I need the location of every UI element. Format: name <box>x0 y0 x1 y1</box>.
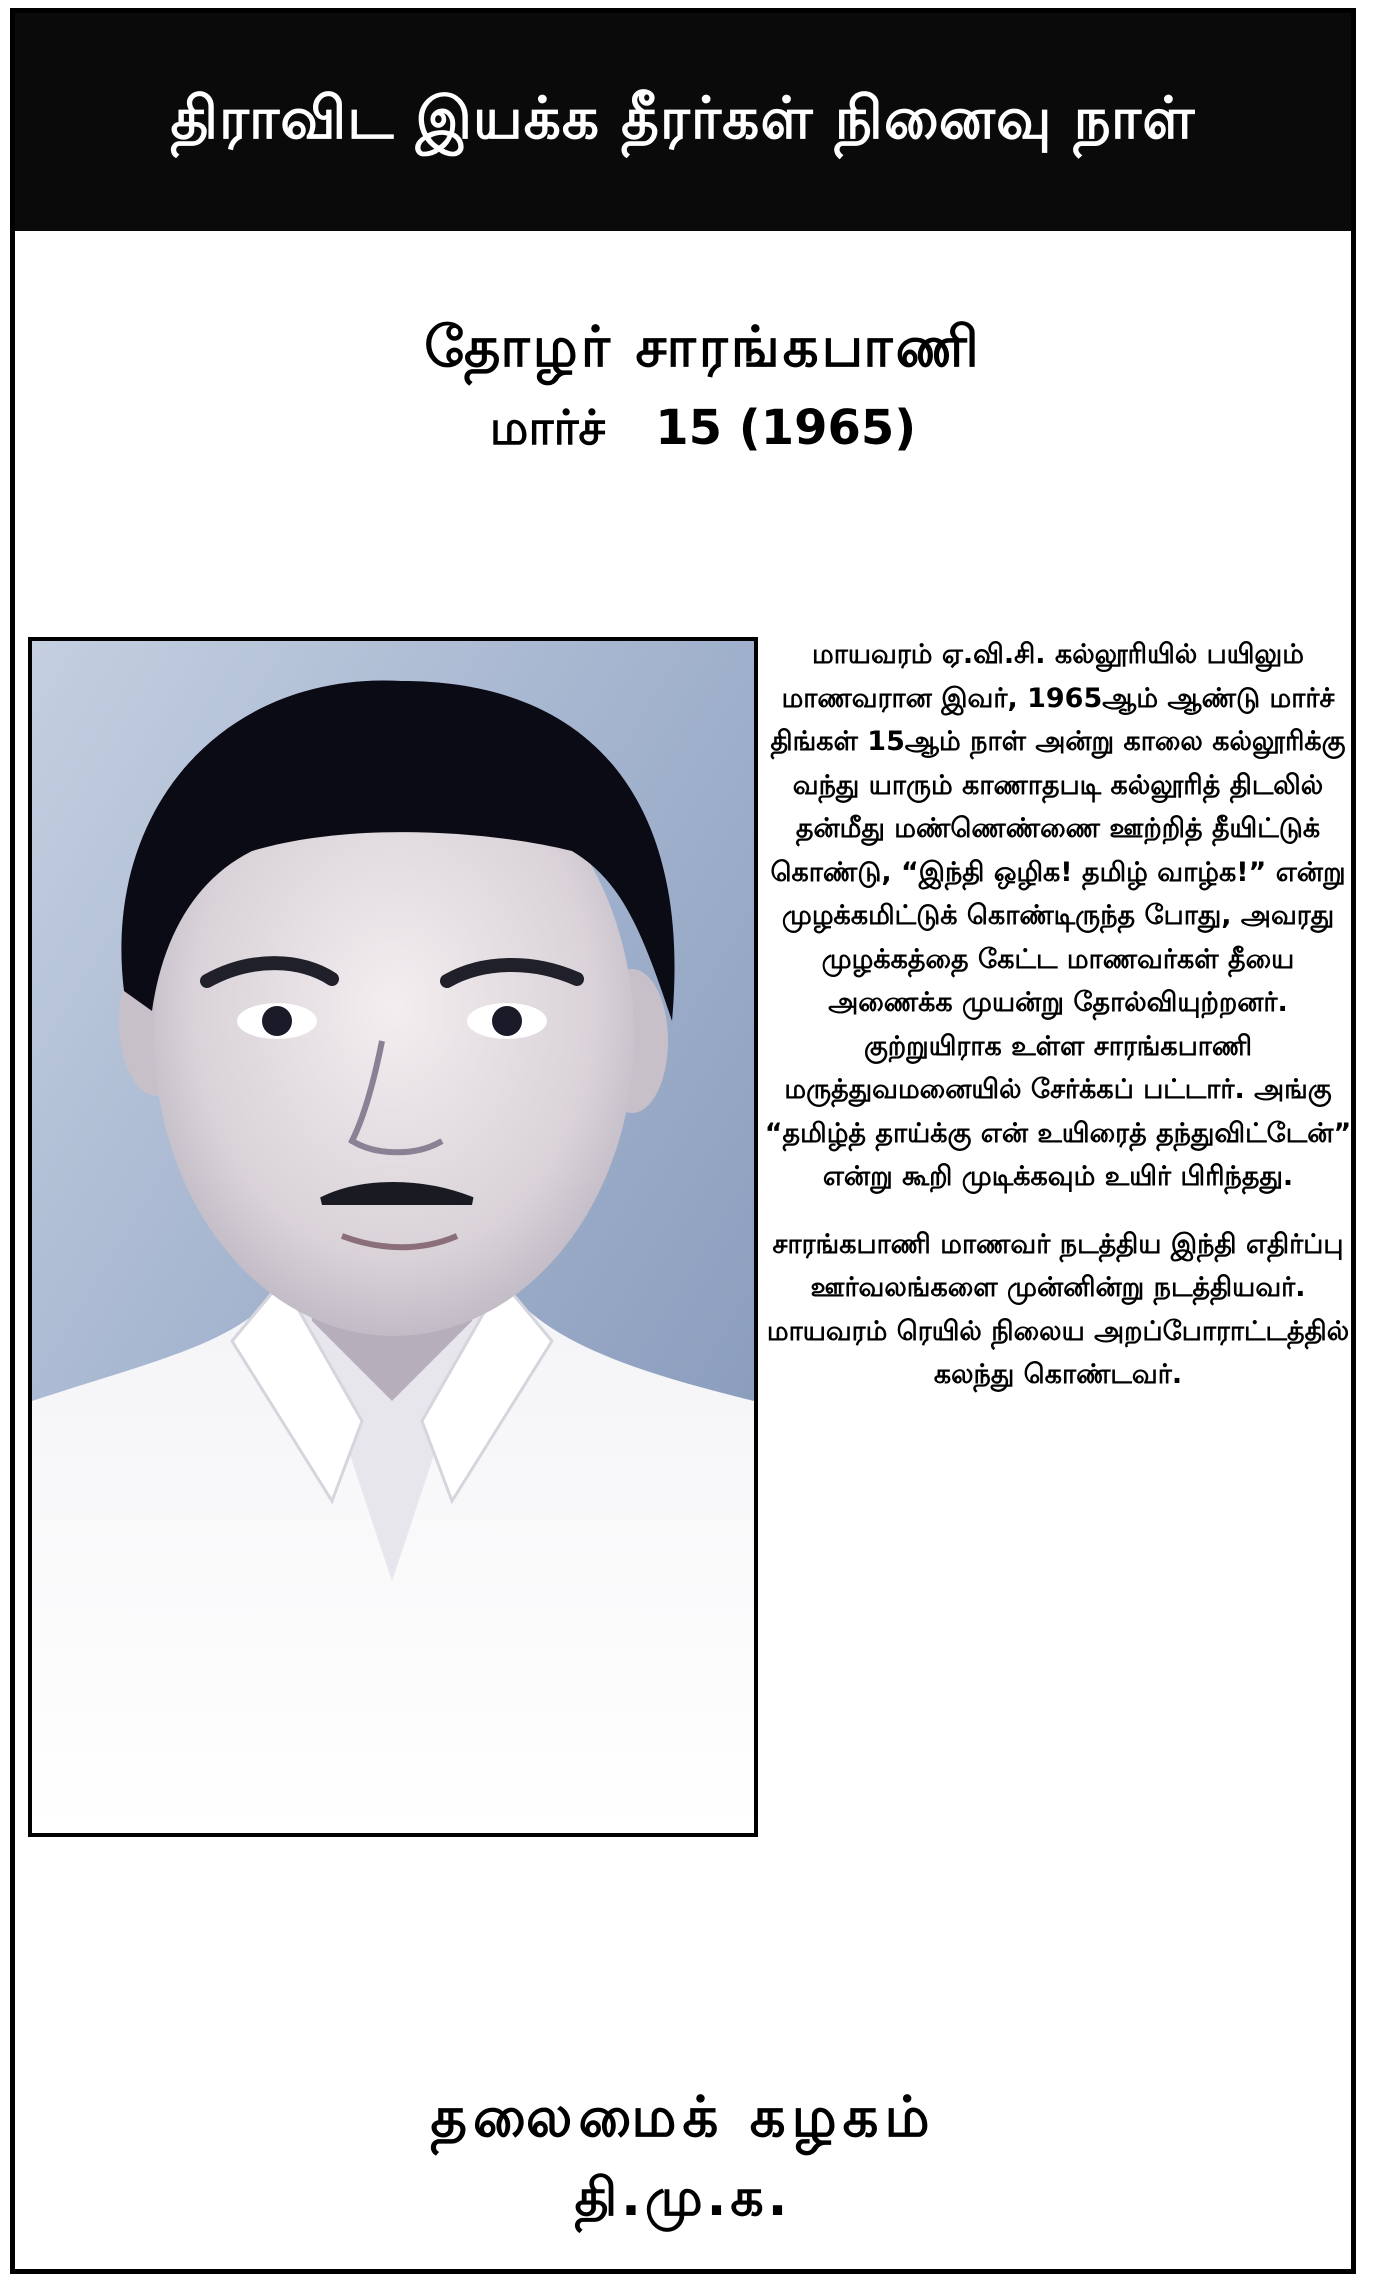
person-name: தோழர் சாரங்கபாணி <box>424 315 982 380</box>
portrait-photo-icon <box>32 641 754 1833</box>
person-heading <box>15 313 1351 473</box>
footer-organization: தலைமைக் கழகம் <box>430 2085 936 2150</box>
biography-paragraph-2: சாரங்கபாணி மாணவர் நடத்திய இந்தி எதிர்ப்பு ஊர்வலங்களை முன்னின்று நடத்தியவர். மாயவரம் ரெயில் நிலைய அறப்போராட்டத்தில் கலந்து கொண்டவர். <box>766 1228 1350 1390</box>
biography-text <box>763 633 1353 1397</box>
memorial-poster <box>10 8 1356 2274</box>
header-banner <box>15 13 1351 231</box>
footer <box>15 2078 1351 2238</box>
death-date: மார்ச் 15 (1965) <box>489 400 917 456</box>
footer-party-name: தி.மு.க. <box>574 2168 792 2228</box>
poster-title: திராவிட இயக்க தீரர்கள் நினைவு நாள் <box>170 84 1196 152</box>
biography-paragraph-1: மாயவரம் ஏ.வி.சி. கல்லூரியில் பயிலும் மாணவரான இவர், 1965ஆம் ஆண்டு மார்ச் திங்கள் 15ஆம் நாள் அன்று காலை கல்லூரிக்கு வந்து யாரும் காணாதபடி கல்லூரித் திடலில் தன்மீது மண்ணெண்ணை ஊற்றித் தீயிட்டுக் கொண்டு, “இந்தி ஒழிக! தமிழ் வாழ்க!” என்று முழக்கமிட்டுக் கொண்டிருந்த போது, அவரது முழக்கத்தை கேட்ட மாணவர்கள் தீயை அணைக்க முயன்று தோல்வியுற்றனர். குற்றுயிராக உள்ள சாரங்கபாணி மருத்துவமனையில் சேர்க்கப் பட்டார். அங்கு “தமிழ்த் தாய்க்கு என் உயிரைத் தந்துவிட்டேன்” என்று கூறி முடிக்கவும் உயிர் பிரிந்தது. <box>764 639 1352 1192</box>
portrait-photo <box>28 637 758 1837</box>
